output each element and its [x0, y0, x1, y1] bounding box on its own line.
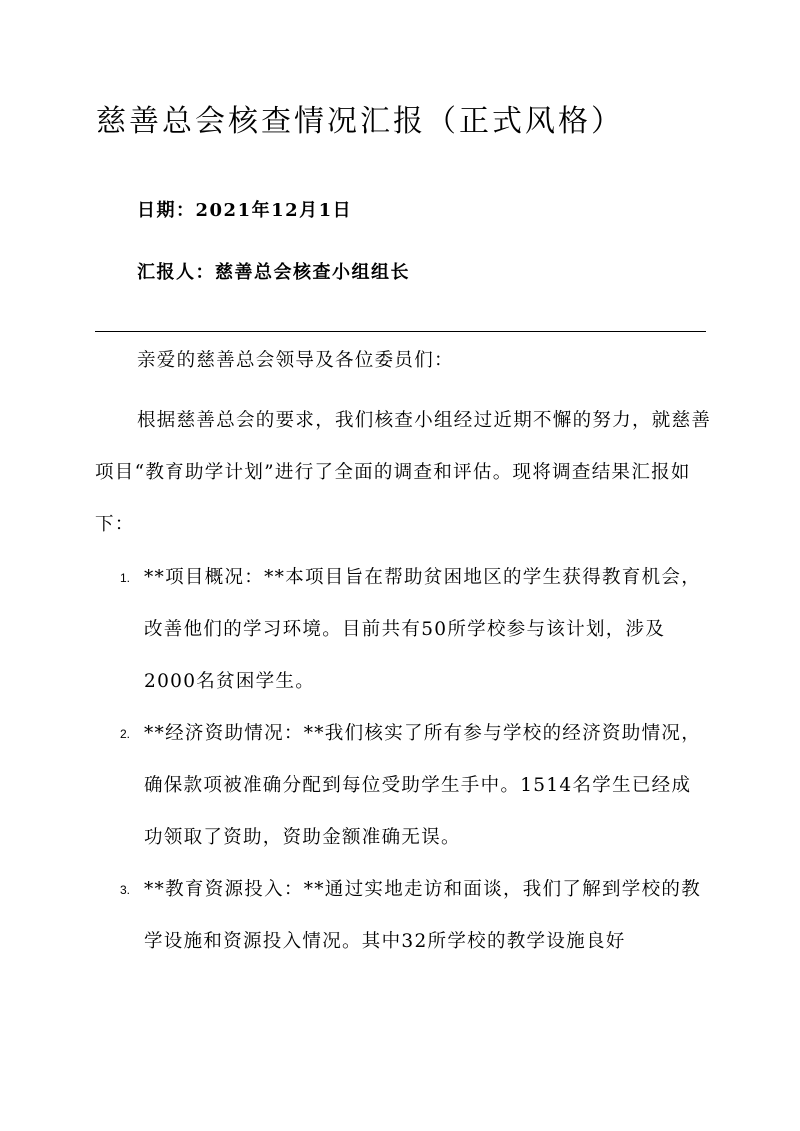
list-item-number: 1. [120, 571, 131, 585]
list-item [120, 708, 710, 864]
greeting-paragraph: 亲爱的慈善总会领导及各位委员们： [137, 350, 454, 371]
list-item-text: **项目概况：**本项目旨在帮助贫困地区的学生获得教育机会，改善他们的学习环境。目前共有50所学校参与该计划，涉及2000名贫困学生。 [144, 567, 702, 692]
intro-paragraph: 根据慈善总会的要求，我们核查小组经过近期不懈的努力，就慈善项目“教育助学计划”进行了全面的调查和评估。现将调查结果汇报如下： [95, 410, 712, 535]
divider-line [95, 331, 706, 332]
list-item-text: **教育资源投入：**通过实地走访和面谈，我们了解到学校的教学设施和资源投入情况。其中32所学校的教学设施良好 [144, 879, 702, 952]
list-item [120, 552, 710, 708]
reporter-line: 汇报人：慈善总会核查小组组长 [137, 262, 410, 283]
list-item-number: 2. [120, 727, 131, 741]
document-title: 慈善总会核查情况汇报（正式风格） [96, 104, 624, 139]
report-date: 日期：2021年12月1日 [137, 200, 353, 221]
list-item-text: **经济资助情况：**我们核实了所有参与学校的经济资助情况，确保款项被准确分配到每位受助学生手中。1514名学生已经成功领取了资助，资助金额准确无误。 [144, 723, 702, 848]
list-item-number: 3. [120, 883, 131, 897]
list-item [120, 864, 710, 968]
